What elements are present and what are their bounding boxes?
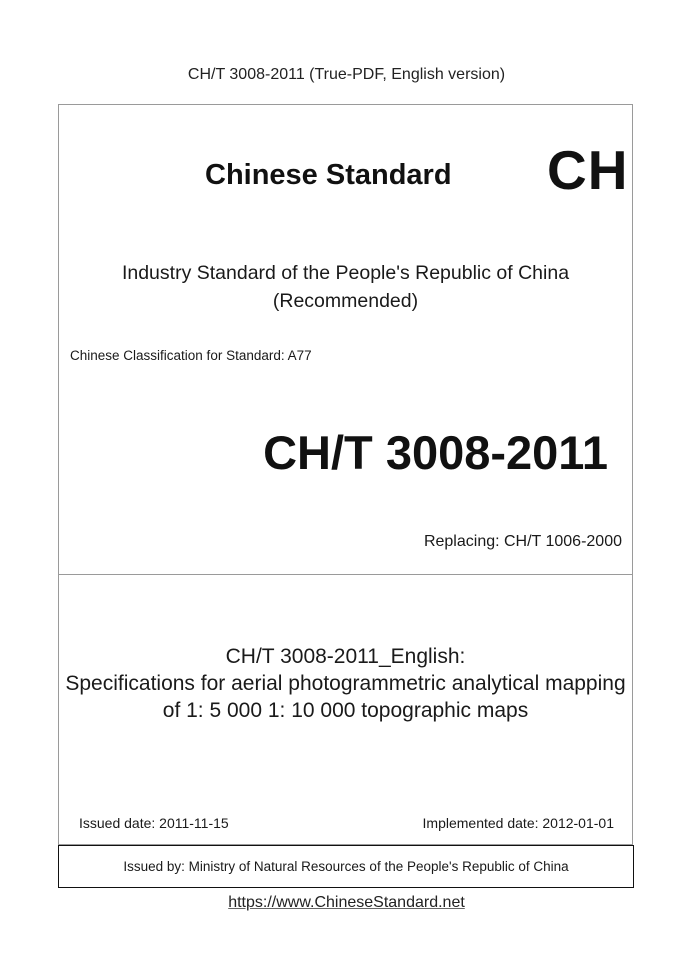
document-title-line-3: of 1: 5 000 1: 10 000 topographic maps [162, 699, 529, 722]
brand-code: CH [547, 139, 629, 201]
industry-line-2: (Recommended) [272, 290, 419, 312]
website-link[interactable]: https://www.ChineseStandard.net [228, 894, 465, 911]
classification-label: Chinese Classification for Standard: A77 [70, 348, 312, 363]
industry-standard-heading [59, 259, 632, 315]
implemented-date: Implemented date: 2012-01-01 [422, 815, 614, 831]
issued-date: Issued date: 2011-11-15 [79, 815, 229, 831]
industry-line-1: Industry Standard of the People's Republic of China [121, 262, 570, 284]
standard-code: CH/T 3008-2011 [263, 426, 608, 479]
issuer-box [58, 845, 634, 888]
section-divider [59, 574, 632, 575]
cover-box [58, 104, 633, 845]
document-title-line-2: Specifications for aerial photogrammetric analytical mapping [65, 672, 626, 695]
replacing-label: Replacing: CH/T 1006-2000 [423, 533, 622, 550]
brand-title: Chinese Standard [205, 159, 452, 191]
document-title [59, 643, 632, 724]
document-title-line-1: CH/T 3008-2011_English: [225, 645, 466, 668]
footer [0, 894, 693, 912]
page-header-title: CH/T 3008-2011 (True-PDF, English version) [187, 66, 506, 83]
issuer-text: Issued by: Ministry of Natural Resources of the People's Republic of China [123, 859, 569, 874]
